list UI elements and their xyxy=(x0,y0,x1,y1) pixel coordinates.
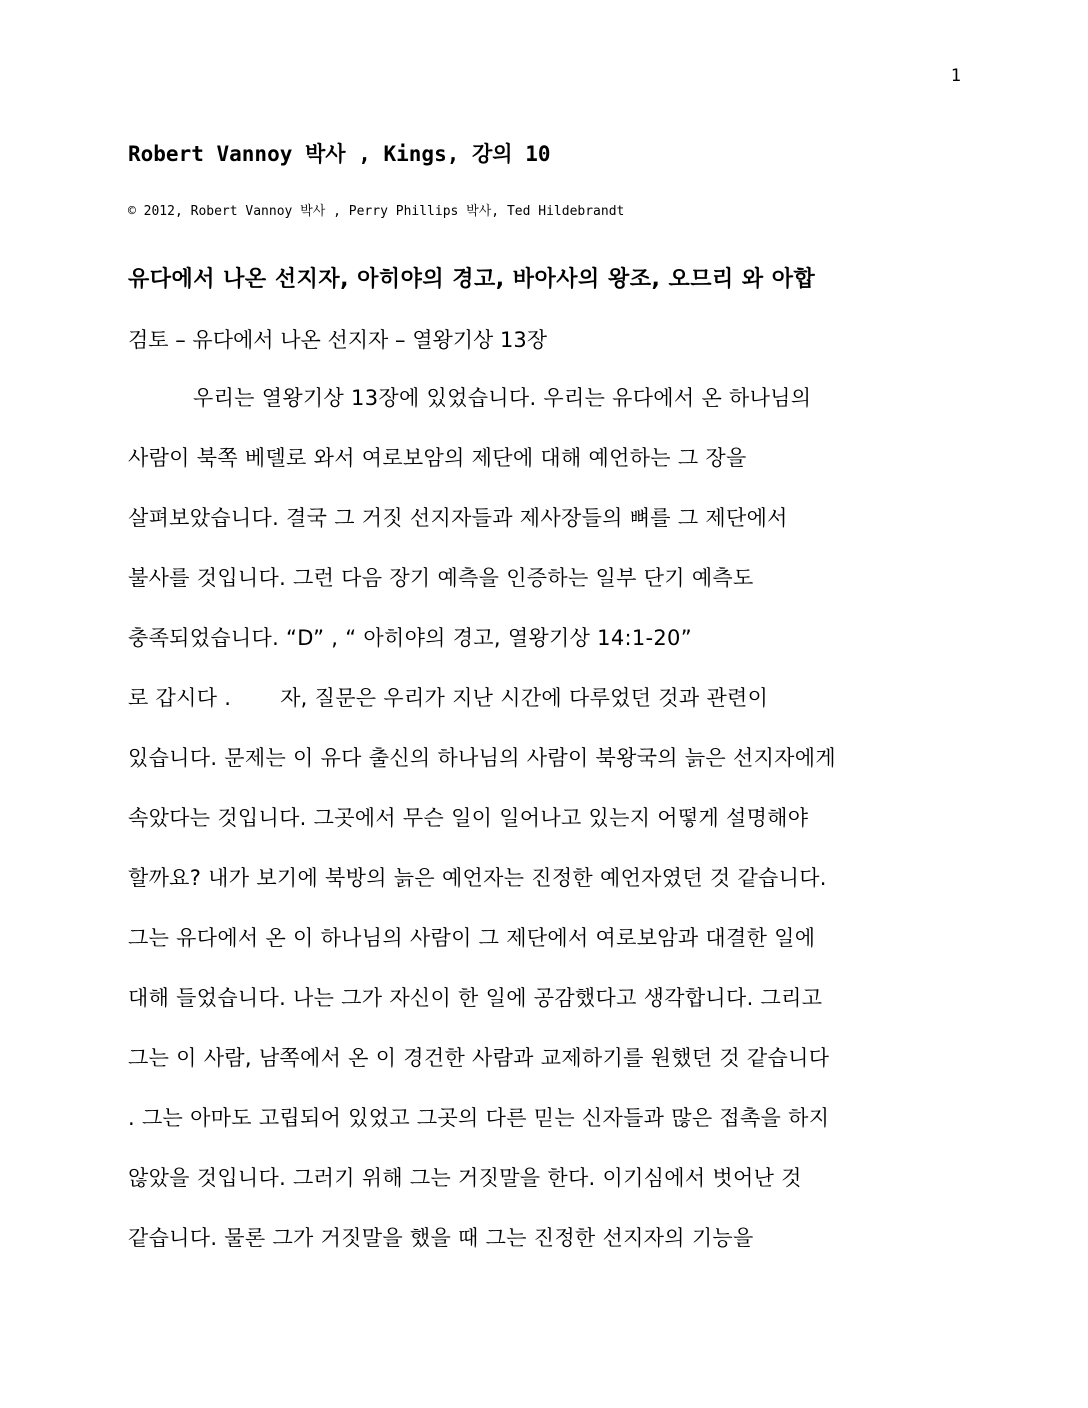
body-line: 할까요? 내가 보기에 북방의 늙은 예언자는 진정한 예언자였던 것 같습니다. xyxy=(128,866,827,890)
body-line: 그는 유다에서 온 이 하나님의 사람이 그 제단에서 여로보암과 대결한 일에 xyxy=(128,926,816,950)
body-line: 속았다는 것입니다. 그곳에서 무슨 일이 일어나고 있는지 어떻게 설명해야 xyxy=(128,806,809,830)
body-line: 있습니다. 문제는 이 유다 출신의 하나님의 사람이 북왕국의 늙은 선지자에게 xyxy=(128,746,836,770)
body-line: . 그는 아마도 고립되어 있었고 그곳의 다른 믿는 신자들과 많은 접촉을 하지 xyxy=(128,1106,830,1130)
body-line: 사람이 북쪽 베델로 와서 여로보암의 제단에 대해 예언하는 그 장을 xyxy=(128,446,747,470)
body-line: 살펴보았습니다. 결국 그 거짓 선지자들과 제사장들의 뼈를 그 제단에서 xyxy=(128,506,788,530)
body-line: 불사를 것입니다. 그런 다음 장기 예측을 인증하는 일부 단기 예측도 xyxy=(128,566,754,590)
body-line: 대해 들었습니다. 나는 그가 자신이 한 일에 공감했다고 생각합니다. 그리고 xyxy=(128,986,823,1010)
body-line: 그는 이 사람, 남쪽에서 온 이 경건한 사람과 교제하기를 원했던 것 같습니다 xyxy=(128,1046,830,1070)
body-text xyxy=(128,380,968,1280)
body-line: 우리는 열왕기상 13장에 있었습니다. 우리는 유다에서 온 하나님의 xyxy=(193,386,812,410)
body-line: 않았을 것입니다. 그러기 위해 그는 거짓말을 한다. 이기심에서 벗어난 것 xyxy=(128,1166,802,1190)
body-line: 같습니다. 물론 그가 거짓말을 했을 때 그는 진정한 선지자의 기능을 xyxy=(128,1226,754,1250)
body-line: 충족되었습니다. “D” , “ 아히야의 경고, 열왕기상 14:1-20” xyxy=(128,626,692,650)
page-number: 1 xyxy=(950,66,961,86)
body-line: 로 갑시다 . 자, 질문은 우리가 지난 시간에 다루었던 것과 관련이 xyxy=(128,686,769,710)
section-subheading: 검토 – 유다에서 나온 선지자 – 열왕기상 13장 xyxy=(128,328,548,352)
copyright-notice: © 2012, Robert Vannoy 박사 , Perry Phillips 박사, Ted Hildebrandt xyxy=(128,204,625,219)
section-heading: 유다에서 나온 선지자, 아히야의 경고, 바아사의 왕조, 오므리 와 아합 xyxy=(128,267,816,292)
document-title: Robert Vannoy 박사 , Kings, 강의 10 xyxy=(128,142,551,166)
